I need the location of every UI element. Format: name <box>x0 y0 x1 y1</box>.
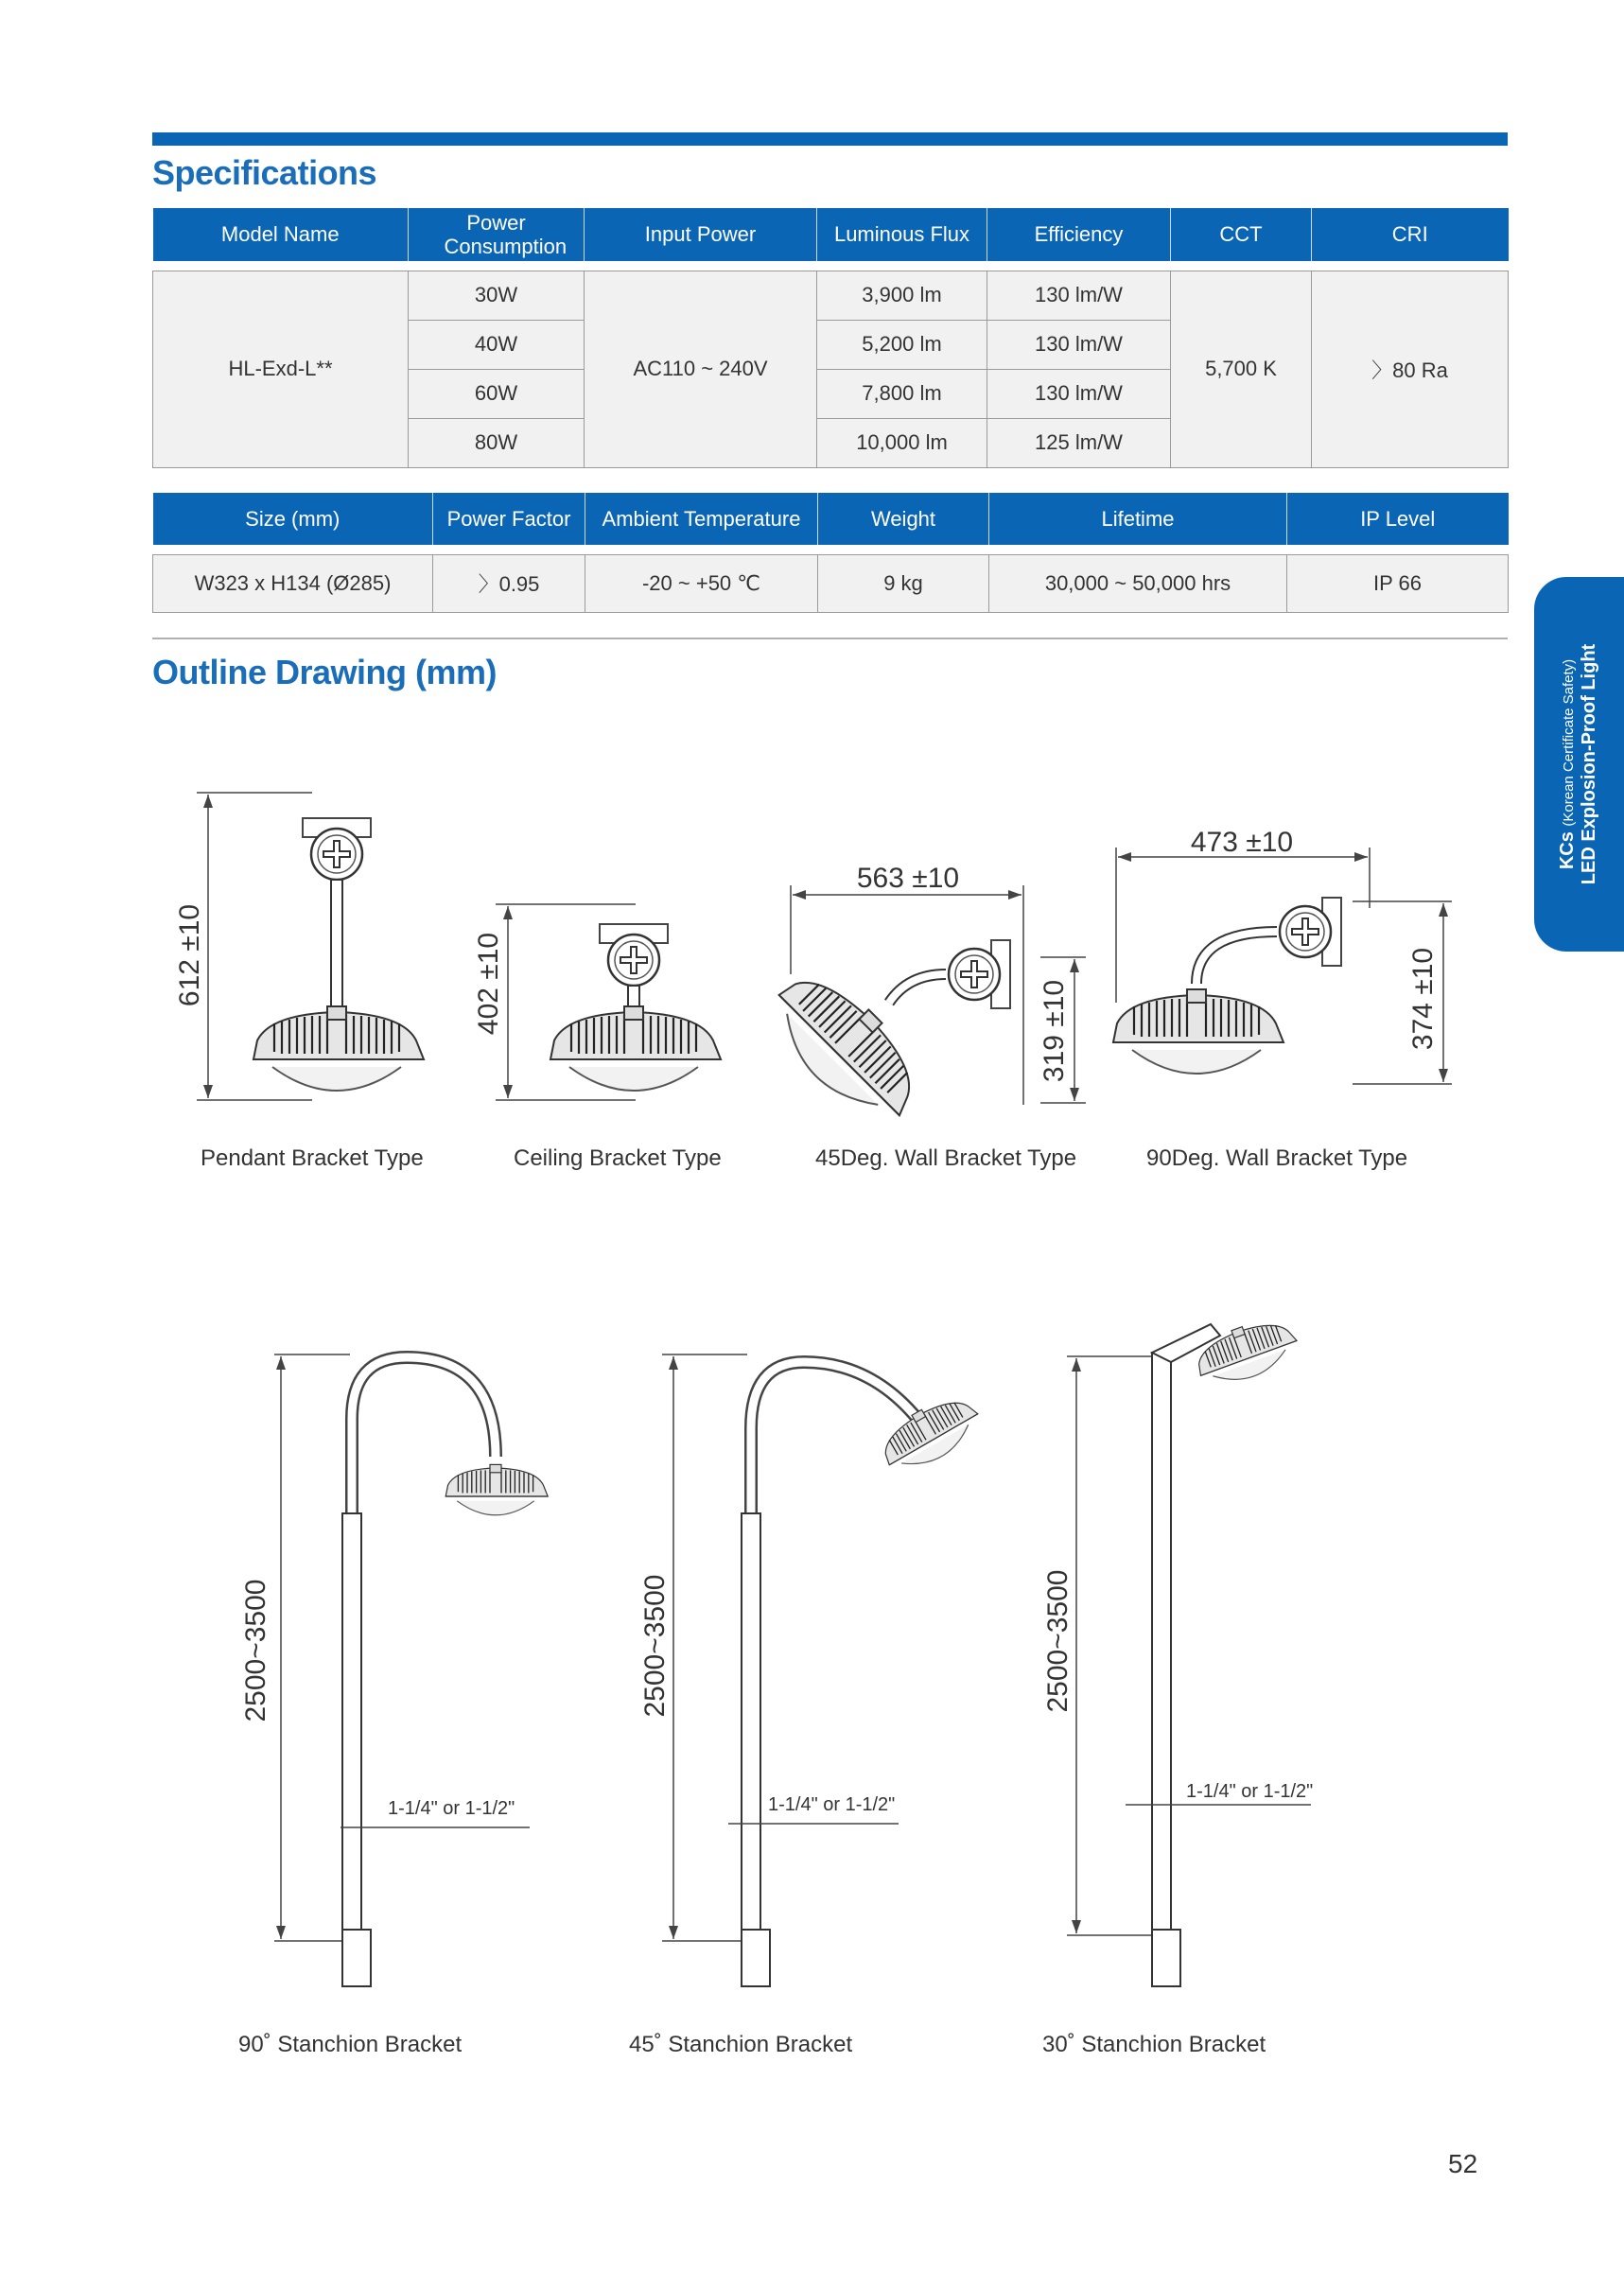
outline-heading: Outline Drawing (mm) <box>152 653 498 691</box>
page-number: 52 <box>1448 2149 1478 2178</box>
header-ambient-temperature: Ambient Temperature <box>585 493 818 545</box>
header-cri: CRI <box>1312 208 1509 261</box>
cell-power: 40W <box>409 320 585 369</box>
cell-cri: 〉80 Ra <box>1312 271 1509 467</box>
stanchion90-height: 2500~3500 <box>240 1579 271 1722</box>
cell-flux: 3,900 lm <box>817 271 987 320</box>
cell-lifetime: 30,000 ~ 50,000 hrs <box>989 554 1287 612</box>
stanchion90-pipe: 1-1/4" or 1-1/2" <box>388 1798 515 1819</box>
header-efficiency: Efficiency <box>987 208 1171 261</box>
stanchion30-pipe: 1-1/4" or 1-1/2" <box>1186 1781 1314 1802</box>
header-model-name: Model Name <box>153 208 409 261</box>
header-size: Size (mm) <box>153 493 433 545</box>
header-input-power: Input Power <box>585 208 817 261</box>
stanchion90-drawing <box>240 1354 548 1986</box>
pendant-drawing <box>174 793 424 1100</box>
cell-power: 60W <box>409 369 585 418</box>
cell-ambient-temperature: -20 ~ +50 ℃ <box>585 554 818 612</box>
cell-power: 30W <box>409 271 585 320</box>
brand-text: KCs <box>1557 831 1578 870</box>
cell-flux: 7,800 lm <box>817 369 987 418</box>
cell-input-power: AC110 ~ 240V <box>585 271 817 467</box>
stanchion45-pipe: 1-1/4" or 1-1/2" <box>768 1794 896 1815</box>
specifications-heading: Specifications <box>152 153 377 192</box>
cell-power-factor: 〉0.95 <box>433 554 585 612</box>
wall45-dimension-v: 319 ±10 <box>1039 979 1070 1083</box>
brand-note: (Korean Certificate Safety) <box>1561 658 1577 827</box>
caption-pendant: Pendant Bracket Type <box>201 1145 424 1171</box>
ceiling-dimension: 402 ±10 <box>473 932 504 1036</box>
caption-wall90: 90Deg. Wall Bracket Type <box>1146 1145 1408 1171</box>
header-lifetime: Lifetime <box>989 493 1287 545</box>
wall90-dimension-h: 473 ±10 <box>1190 827 1294 858</box>
caption-stanchion45: 45˚ Stanchion Bracket <box>629 2032 853 2057</box>
wall90-dimension-v: 374 ±10 <box>1407 947 1439 1051</box>
cell-ip-level: IP 66 <box>1287 554 1509 612</box>
header-power-consumption: Power Consumption <box>409 208 585 261</box>
cell-flux: 5,200 lm <box>817 320 987 369</box>
header-luminous-flux: Luminous Flux <box>817 208 987 261</box>
cell-efficiency: 130 lm/W <box>987 271 1171 320</box>
pendant-dimension: 612 ±10 <box>174 903 205 1007</box>
cell-efficiency: 125 lm/W <box>987 418 1171 467</box>
caption-wall45: 45Deg. Wall Bracket Type <box>815 1145 1077 1171</box>
cell-flux: 10,000 lm <box>817 418 987 467</box>
stanchion30-height: 2500~3500 <box>1042 1569 1074 1713</box>
cell-weight: 9 kg <box>818 554 989 612</box>
ceiling-drawing <box>473 904 721 1100</box>
caption-stanchion90: 90˚ Stanchion Bracket <box>238 2032 463 2057</box>
stanchion45-height: 2500~3500 <box>639 1574 671 1718</box>
cell-power: 80W <box>409 418 585 467</box>
header-ip-level: IP Level <box>1287 493 1509 545</box>
product-line: LED Explosion-Proof Light <box>1579 643 1599 885</box>
stanchion30-drawing <box>1042 1311 1313 1986</box>
cell-efficiency: 130 lm/W <box>987 369 1171 418</box>
cell-size: W323 x H134 (Ø285) <box>153 554 433 612</box>
caption-ceiling: Ceiling Bracket Type <box>514 1145 722 1171</box>
cell-model: HL-Exd-L** <box>153 271 409 467</box>
cell-efficiency: 130 lm/W <box>987 320 1171 369</box>
caption-stanchion30: 30˚ Stanchion Bracket <box>1042 2032 1266 2057</box>
wall45-dimension-h: 563 ±10 <box>856 863 960 894</box>
wall45-drawing <box>757 863 1086 1138</box>
header-power-factor: Power Factor <box>433 493 585 545</box>
stanchion45-drawing <box>639 1354 987 1986</box>
header-cct: CCT <box>1171 208 1312 261</box>
cell-cct: 5,700 K <box>1171 271 1312 467</box>
header-weight: Weight <box>818 493 989 545</box>
wall90-drawing <box>1113 827 1452 1084</box>
